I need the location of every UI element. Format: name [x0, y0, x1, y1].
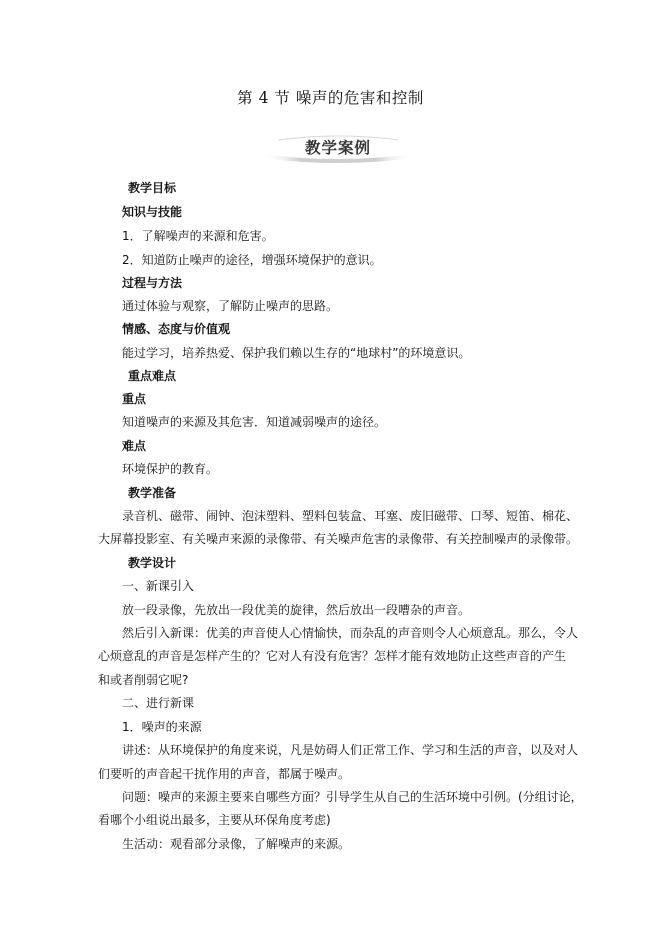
section-new-lesson: 二、进行新课: [122, 696, 195, 710]
paragraph: 讲述：从环境保护的角度来说，凡是妨碍人们正常工作、学习和生活的声音，以及对人: [122, 743, 579, 757]
page-title: 第 4 节 噪声的危害和控制: [237, 89, 424, 107]
paragraph: 知道噪声的来源及其危害．知道减弱噪声的途径。: [122, 415, 387, 429]
subsection-noise-source: 1．噪声的来源: [122, 720, 202, 734]
section-intro: 一、新课引入: [122, 579, 195, 593]
subheading-process: 过程与方法: [122, 276, 183, 290]
paragraph: 录音机、磁带、闹钟、泡沫塑料、塑料包装盒、耳塞、废旧磁带、口琴、短笛、棉花、: [122, 509, 579, 523]
section-banner: [258, 130, 418, 164]
subheading-knowledge: 知识与技能: [122, 205, 183, 219]
paragraph: 生活动：观看部分录像，了解噪声的来源。: [122, 837, 351, 851]
paragraph: 放一段录像，先放出一段优美的旋律，然后放出一段嘈杂的声音。: [122, 603, 471, 617]
paragraph: 心烦意乱的声音是怎样产生的？它对人有没有危害？怎样才能有效地防止这些声音的产生: [98, 649, 567, 663]
heading-teaching-goals: 教学目标: [128, 181, 177, 195]
paragraph: 大屏幕投影室、有关噪声来源的录像带、有关噪声危害的录像带、有关控制噪声的录像带。: [98, 532, 579, 546]
paragraph: 2．知道防止噪声的途径，增强环境保护的意识。: [122, 253, 382, 267]
paragraph: 问题：噪声的来源主要来自哪些方面？引导学生从自己的生活环境中引例。(分组讨论，: [122, 790, 583, 804]
heading-design: 教学设计: [128, 556, 177, 570]
paragraph: 能过学习，培养热爱、保护我们赖以生存的“地球村”的环境意识。: [122, 346, 471, 360]
paragraph: 1．了解噪声的来源和危害。: [122, 229, 274, 243]
paragraph: 然后引入新课：优美的声音使人心情愉快，而杂乱的声音则令人心烦意乱。那么，令人: [122, 626, 579, 640]
subheading-attitude: 情感、态度与价值观: [122, 322, 231, 336]
heading-key-points: 重点难点: [128, 369, 177, 383]
paragraph: 们要听的声音起干扰作用的声音，都属于噪声。: [98, 767, 351, 781]
subheading-difficulty: 难点: [122, 439, 147, 453]
paragraph: 和或者削弱它呢?: [98, 673, 189, 687]
banner-title: 教学案例: [304, 139, 371, 157]
paragraph: 通过体验与观察，了解防止噪声的思路。: [122, 299, 339, 313]
paragraph: 看哪个小组说出最多，主要从环保角度考虑): [98, 813, 331, 827]
paragraph: 环境保护的教育。: [122, 462, 219, 476]
subheading-key: 重点: [122, 392, 147, 406]
heading-preparation: 教学准备: [128, 486, 177, 500]
